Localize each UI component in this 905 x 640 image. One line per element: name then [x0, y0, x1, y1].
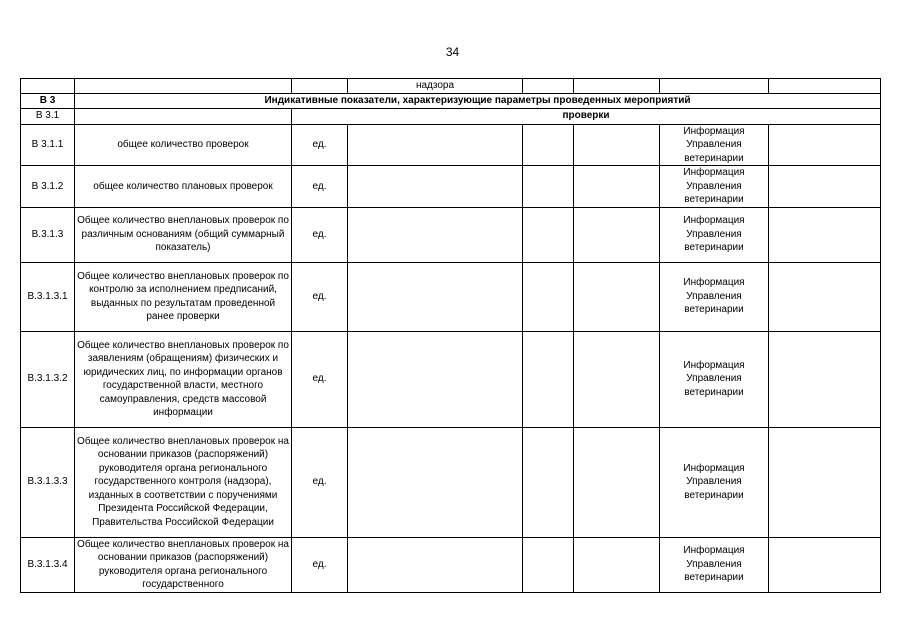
table-cell [523, 207, 574, 262]
table-cell [574, 537, 660, 592]
row-code: В 3.1.2 [21, 166, 75, 208]
row-unit: ед. [292, 427, 348, 537]
row-source: Информация Управления ветеринарии [660, 207, 769, 262]
table-cell [523, 537, 574, 592]
table-cell [523, 166, 574, 208]
row-name: Общее количество внеплановых проверок по различным основаниям (общий суммарный показатель) [75, 207, 292, 262]
row-unit: ед. [292, 537, 348, 592]
table-cell [574, 124, 660, 166]
section-code: В 3 [21, 93, 75, 108]
table-cell [769, 166, 881, 208]
table-cell [523, 427, 574, 537]
row-code: В.3.1.3.4 [21, 537, 75, 592]
table-row [21, 262, 881, 331]
table-row [21, 207, 881, 262]
subsection-code: В 3.1 [21, 108, 75, 124]
table-cell [348, 262, 523, 331]
row-name: Общее количество внеплановых проверок по контролю за исполнением предписаний, выданных по результатам проведенной ранее проверки [75, 262, 292, 331]
row-source: Информация Управления ветеринарии [660, 537, 769, 592]
table-cell-supervision: надзора [348, 79, 523, 94]
page-number: 34 [445, 45, 460, 59]
table-cell [292, 79, 348, 94]
table-cell [523, 124, 574, 166]
row-code: В 3.1.1 [21, 124, 75, 166]
table-cell [660, 79, 769, 94]
row-code: В.3.1.3 [21, 207, 75, 262]
row-name: Общее количество внеплановых проверок на основании приказов (распоряжений) руководителя органа регионального государственного [75, 537, 292, 592]
table-cell [574, 427, 660, 537]
table-cell [769, 427, 881, 537]
table-cell [574, 262, 660, 331]
row-unit: ед. [292, 262, 348, 331]
table-cell [348, 331, 523, 427]
table-cell [75, 79, 292, 94]
table-row [21, 166, 881, 208]
table-cell [348, 537, 523, 592]
table-row [21, 331, 881, 427]
table-cell [574, 166, 660, 208]
section-title: Индикативные показатели, характеризующие параметры проведенных мероприятий [75, 93, 881, 108]
subsection-title: проверки [292, 108, 881, 124]
table-cell [21, 79, 75, 94]
indicators-table [20, 78, 881, 593]
row-code: В.3.1.3.1 [21, 262, 75, 331]
table-cell [574, 331, 660, 427]
row-name: общее количество проверок [75, 124, 292, 166]
row-source: Информация Управления ветеринарии [660, 262, 769, 331]
table-cell [348, 166, 523, 208]
row-source: Информация Управления ветеринарии [660, 124, 769, 166]
table-cell [574, 207, 660, 262]
row-unit: ед. [292, 166, 348, 208]
table-cell [769, 207, 881, 262]
row-unit: ед. [292, 331, 348, 427]
row-unit: ед. [292, 207, 348, 262]
row-name: Общее количество внеплановых проверок по заявлениям (обращениям) физических и юридических лиц, по информации органов государственной власти, местного самоуправления, средств массовой информации [75, 331, 292, 427]
table-row [21, 537, 881, 592]
row-unit: ед. [292, 124, 348, 166]
table-cell [348, 124, 523, 166]
row-code: В.3.1.3.2 [21, 331, 75, 427]
row-source: Информация Управления ветеринарии [660, 427, 769, 537]
table-cell [523, 262, 574, 331]
row-name: Общее количество внеплановых проверок на основании приказов (распоряжений) руководителя органа регионального государственного контроля (надзора), изданных в соответствии с поручениями Президента Российской Федерации, Правительства Российской Федерации [75, 427, 292, 537]
table-row [21, 124, 881, 166]
table-cell [769, 124, 881, 166]
table-row-continuation [21, 79, 881, 94]
table-cell [523, 79, 574, 94]
table-row [21, 427, 881, 537]
table-cell [769, 79, 881, 94]
table-cell [348, 207, 523, 262]
table-cell [574, 79, 660, 94]
table-cell [769, 262, 881, 331]
row-name: общее количество плановых проверок [75, 166, 292, 208]
table-cell [523, 331, 574, 427]
row-source: Информация Управления ветеринарии [660, 166, 769, 208]
table-row-subsection [21, 108, 881, 124]
row-code: В.3.1.3.3 [21, 427, 75, 537]
table-cell [769, 537, 881, 592]
table-cell [75, 108, 292, 124]
table-cell [348, 427, 523, 537]
row-source: Информация Управления ветеринарии [660, 331, 769, 427]
table-cell [769, 331, 881, 427]
table-row-section [21, 93, 881, 108]
